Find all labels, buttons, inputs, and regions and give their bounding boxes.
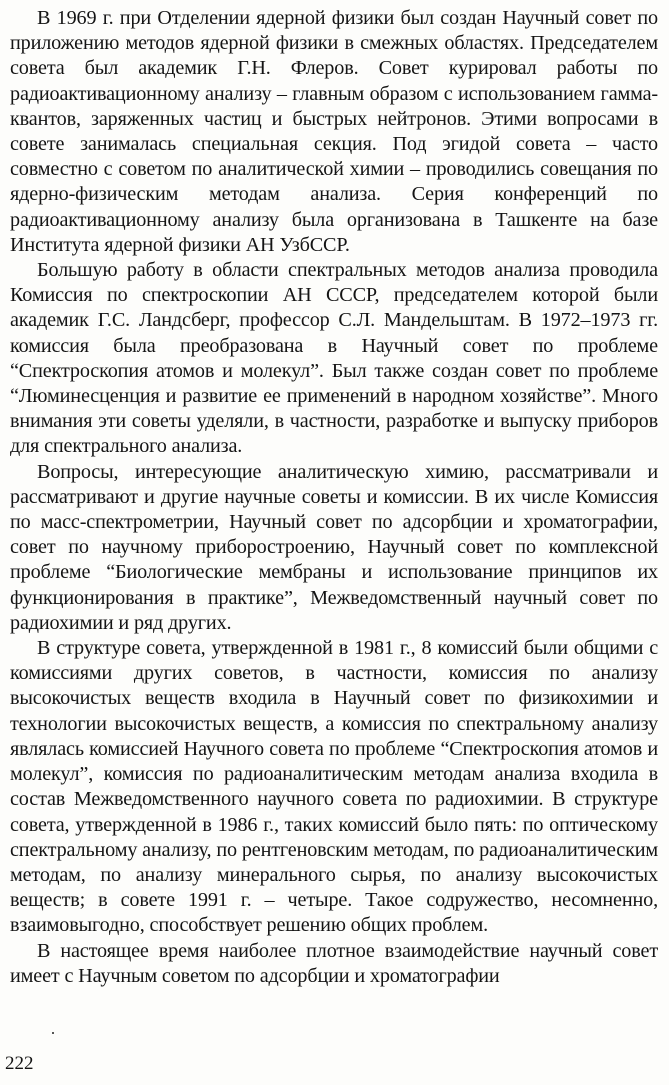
paragraph-2: Большую работу в области спектральных методов анализа проводила Комиссия по спектроскопии АН СССР, председателем которой были академик Г.С. Ландсберг, профессор С.Л. Мандельштам. В 1972–1973 гг. комиссия была преобразована в Научный совет по проблеме “Спектроскопия атомов и молекул”. Был также создан совет по проблеме “Люминесценция и развитие ее применений в народном хозяйстве”. Много внимания эти советы уделяли, в частности, разработке и выпуску приборов для спектрального анализа. bbox=[10, 259, 658, 458]
body-text bbox=[10, 6, 658, 989]
paragraph-3: Вопросы, интересующие аналитическую химию, рассматривали и рассматривают и другие научные советы и комиссии. В их числе Комиссия по масс-спектрометрии, Научный совет по адсорбции и хроматографии, совет по научному приборостроению, Научный совет по комплексной проблеме “Биологические мембраны и использование принципов их функционирования в практике”, Межведомственный научный совет по радиохимии и ряд других. bbox=[10, 460, 658, 634]
paragraph-4: В структуре совета, утвержденной в 1981 г., 8 комиссий были общими с комиссиями других советов, в частности, комиссия по анализу высокочистых веществ входила в Научный совет по физикохимии и технологии высокочистых веществ, а комиссия по спектральному анализу являлась комиссией Научного совета по проблеме “Спектроскопия атомов и молекул”, комиссия по радиоаналитическим методам анализа входила в состав Межведомственного научного совета по радиохимии. В структуре совета, утвержденной в 1986 г., таких комиссий было пять: по оптическому спектральному анализу, по рентгеновским методам, по радиоаналитическим методам, по анализу минерального сырья, по анализу высокочистых веществ; в совете 1991 г. – четыре. Такое содружество, несомненно, взаимовыгодно, способствует решению общих проблем. bbox=[10, 637, 659, 937]
paragraph-1: В 1969 г. при Отделении ядерной физики был создан Научный совет по приложению методов ядерной физики в смежных областях. Председателем совета был академик Г.Н. Флеров. Совет курировал работы по радиоактивационному анализу – главным образом с использованием гамма-квантов, заряженных частиц и быстрых нейтронов. Этими вопросами в совете занималась специальная секция. Под эгидой совета – часто совместно с советом по аналитической химии – проводились совещания по ядерно-физическим методам анализа. Серия конференций по радиоактивационному анализу была организована в Ташкенте на базе Института ядерной физики АН УзбССР. bbox=[10, 7, 658, 256]
scan-speck bbox=[52, 1032, 54, 1034]
page-number: 222 bbox=[5, 1053, 34, 1074]
paragraph-5: В настоящее время наиболее плотное взаимодействие научный совет имеет с Научным советом по адсорбции и хроматографии bbox=[10, 939, 658, 987]
